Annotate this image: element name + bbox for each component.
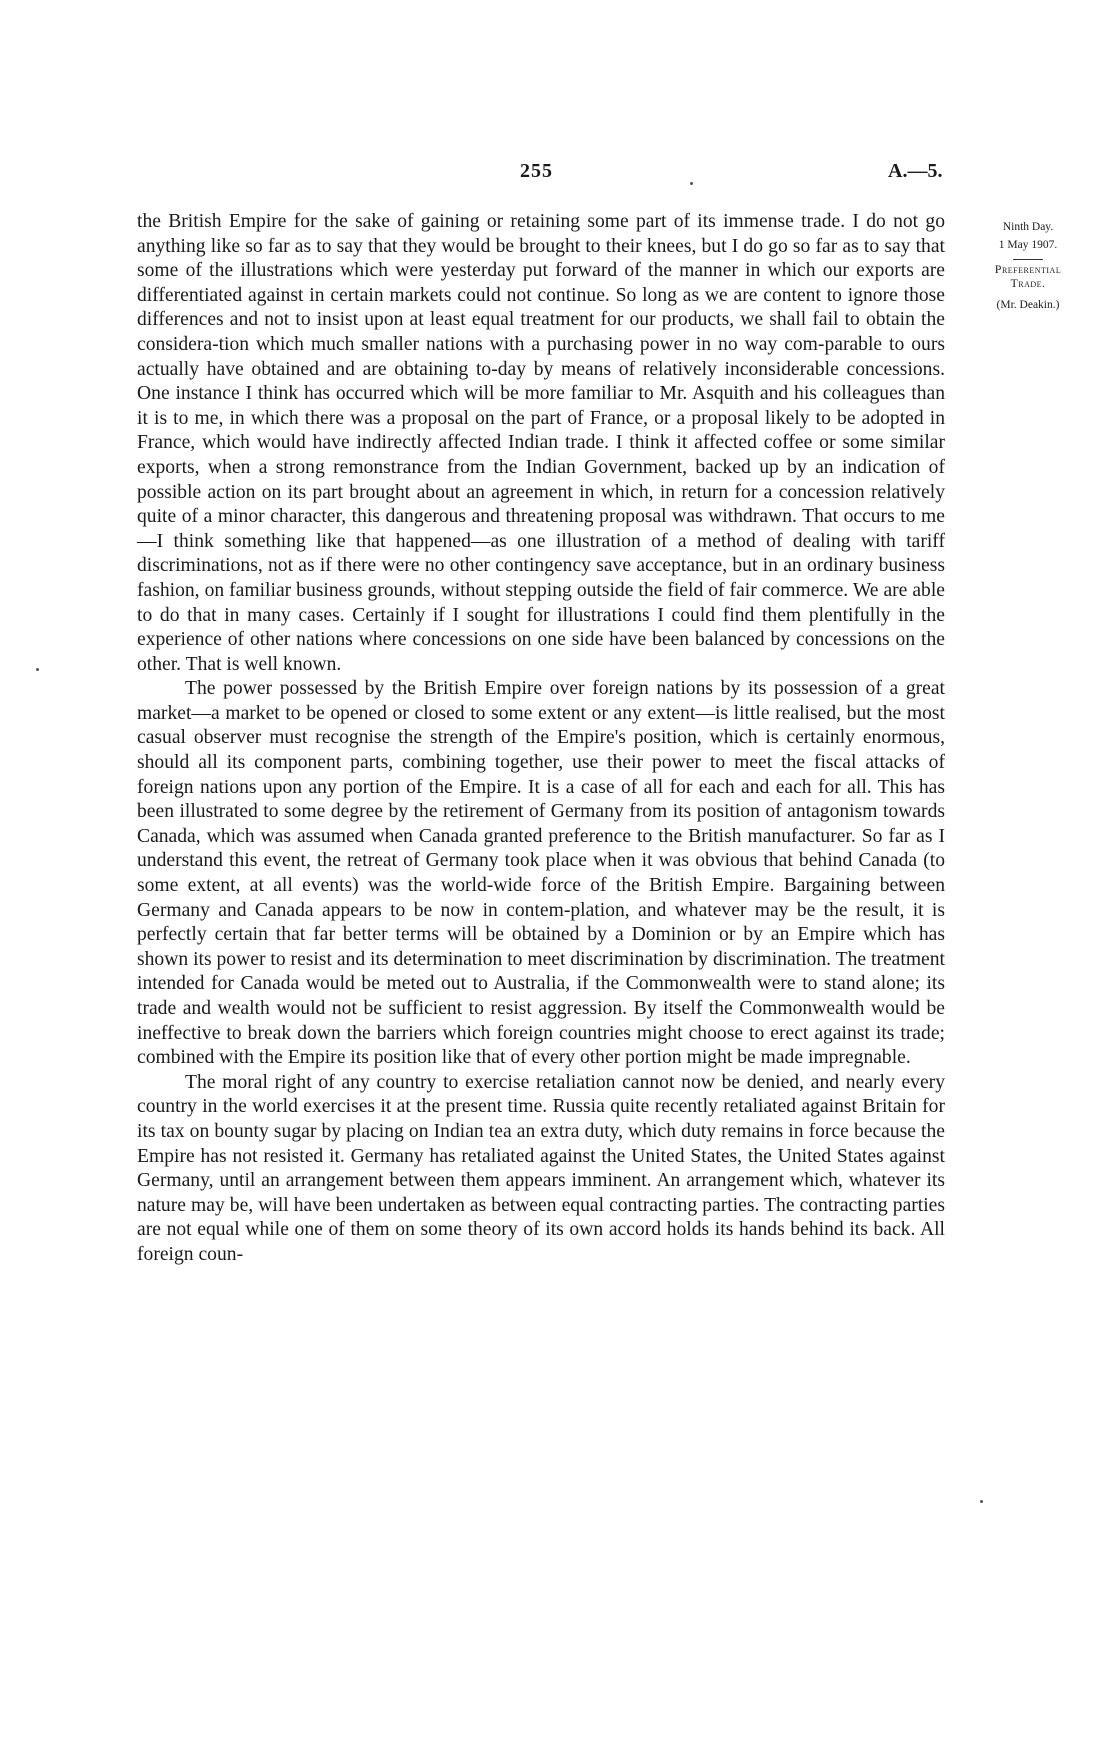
margin-speaker: (Mr. Deakin.) (996, 299, 1060, 311)
margin-topic-line1: Preferential (994, 262, 1062, 276)
scan-speck (690, 182, 693, 185)
margin-day: Ninth Day. (1002, 221, 1054, 233)
margin-divider (1013, 259, 1043, 260)
paragraph-1: the British Empire for the sake of gaining or retaining some part of its immense trade. I do not go anything like so far as to say that they would be brought to their knees, but I do go so far as to say that some of the illustrations which were yesterday put forward of the manner in which our exports are differentiated against in certain markets could not continue. So long as we are content to ignore those differences and not to insist upon at least equal treatment for our products, we shall fail to obtain the considera-tion which much smaller nations with a purchasing power in no way com-parable to ours actually have obtained and are obtaining to-day by means of relatively inconsiderable concessions. One instance I think has occurred which will be more familiar to Mr. Asquith and his colleagues than it is to me, in which there was a proposal on the part of France, or a proposal likely to be adopted in France, which would have indirectly affected Indian trade. I think it affected coffee or some similar exports, when a strong remonstrance from the Indian Government, backed up by an indication of possible action on its part brought about an agreement in which, in return for a concession relatively quite of a minor character, this dangerous and threatening proposal was withdrawn. That occurs to me—I think something like that happened—as one illustration of a method of dealing with tariff discriminations, not as if there were no other contingency save acceptance, but in an ordinary business fashion, on familiar business grounds, without stepping outside the field of fair commerce. We are able to do that in many cases. Certainly if I sought for illustrations I could find them plentifully in the experience of other nations where concessions on one side have been balanced by concessions on the other. That is well known. (137, 211, 945, 675)
margin-topic-line2: Trade. (1010, 276, 1046, 290)
paragraph-3: The moral right of any country to exercise retaliation cannot now be denied, and nearly every country in the world exercises it at the present time. Russia quite recently retaliated against Britain for its tax on bounty sugar by placing on Indian tea an extra duty, which duty remains in force because the Empire has not resisted it. Germany has retaliated against the United States, the United States against Germany, until an arrangement between them appears imminent. An arrangement which, whatever its nature may be, will have been undertaken as between equal contracting parties. The contracting parties are not equal while one of them on some theory of its own accord holds its hands behind its back. All foreign coun- (137, 1071, 945, 1265)
margin-notes (972, 218, 1084, 314)
page-number: 255 (520, 160, 553, 182)
body-text (137, 210, 945, 1268)
document-code: A.—5. (888, 160, 943, 182)
scan-speck (980, 1500, 983, 1503)
scan-speck (36, 668, 39, 671)
margin-date: 1 May 1907. (998, 239, 1058, 251)
paragraph-2: The power possessed by the British Empire over foreign nations by its possession of a great market—a market to be opened or closed to some extent or any extent—is little realised, but the most casual observer must recognise the strength of the Empire's position, which is certainly enormous, should all its component parts, combining together, use their power to meet the fiscal attacks of foreign nations upon any portion of the Empire. It is a case of all for each and each for all. This has been illustrated to some degree by the retirement of Germany from its position of antagonism towards Canada, which was assumed when Canada granted preference to the British manufacturer. So far as I understand this event, the retreat of Germany took place when it was obvious that behind Canada (to some extent, at all events) was the world-wide force of the British Empire. Bargaining between Germany and Canada appears to be now in contem-plation, and whatever may be the result, it is perfectly certain that far better terms will be obtained by a Dominion or by an Empire which has shown its power to resist and its determination to meet discrimination by discrimination. The treatment intended for Canada would be meted out to Australia, if the Commonwealth were to stand alone; its trade and wealth would not be sufficient to resist aggression. By itself the Commonwealth would be ineffective to break down the barriers which foreign countries might choose to erect against its trade; combined with the Empire its position like that of every other portion might be made impregnable. (137, 678, 945, 1069)
